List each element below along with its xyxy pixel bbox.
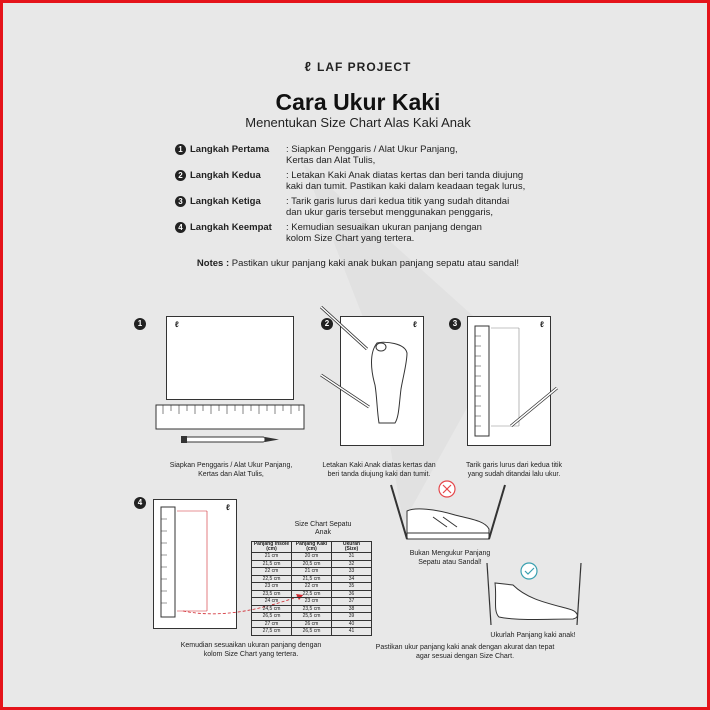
l-mark-icon: ℓ — [413, 320, 417, 329]
size-chart-header: Panjang Kaki (cm) — [292, 542, 332, 553]
size-chart-cell: 24 cm — [252, 598, 292, 606]
panel-number: 1 — [134, 318, 146, 330]
size-chart-row — [252, 568, 372, 576]
foot-measurement-illustration — [477, 559, 593, 631]
step-text: : Letakan Kaki Anak diatas kertas dan beri tanda diujung kaki dan tumit. Pastikan kaki dalam keadaan tegak lurus, — [286, 170, 526, 192]
panel-number: 2 — [321, 318, 333, 330]
page-subtitle: Menentukan Size Chart Alas Kaki Anak — [245, 115, 471, 130]
size-chart-row — [252, 560, 372, 568]
panel-caption: Kemudian sesuaikan ukuran panjang dengan kolom Size Chart yang tertera. — [180, 642, 322, 658]
size-chart-header: Ukuran (Size) — [332, 542, 372, 553]
bottom-caption: Pastikan ukur panjang kaki anak dengan akurat dan tepat agar sesuai dengan Size Chart. — [375, 644, 555, 660]
brand-logo — [3, 59, 710, 74]
size-chart-cell: 27 cm — [252, 620, 292, 628]
size-chart-row — [252, 628, 372, 636]
panel-caption: Siapkan Penggaris / Alat Ukur Panjang, Kertas dan Alat Tulis, — [169, 462, 293, 478]
l-mark-icon: ℓ — [175, 320, 179, 329]
size-chart-cell: 36 — [332, 590, 372, 598]
size-chart-cell: 22 cm — [252, 568, 292, 576]
size-chart-cell: 25,5 cm — [292, 613, 332, 621]
wrong-caption: Bukan Mengukur Panjang Sepatu atau Sandal! — [409, 550, 491, 566]
panel-number: 4 — [134, 497, 146, 509]
size-chart-row — [252, 620, 372, 628]
brand-name: LAF PROJECT — [317, 60, 412, 74]
size-chart-row — [252, 598, 372, 606]
notes-label: Notes : — [196, 258, 230, 269]
size-chart-cell: 41 — [332, 628, 372, 636]
panel-caption: Letakan Kaki Anak diatas kertas dan beri tanda diujung kaki dan tumit. — [322, 462, 436, 478]
size-chart-cell: 35 — [332, 583, 372, 591]
right-caption: Ukurlah Panjang kaki anak! — [490, 632, 576, 639]
size-chart-row — [252, 583, 372, 591]
step-3 — [175, 196, 566, 218]
l-mark-icon: ℓ — [540, 320, 544, 329]
size-chart-cell: 39 — [332, 613, 372, 621]
size-chart-cell: 23 cm — [292, 598, 332, 606]
size-chart-row — [252, 553, 372, 561]
step-number: 3 — [175, 196, 186, 207]
size-chart-cell: 26,5 cm — [292, 628, 332, 636]
notes-text: Pastikan ukur panjang kaki anak bukan panjang sepatu atau sandal! — [231, 258, 520, 269]
step-label: Langkah Ketiga — [190, 196, 261, 207]
size-chart-cell: 21,5 cm — [292, 575, 332, 583]
size-chart-cell: 40 — [332, 620, 372, 628]
size-chart-cell: 21 cm — [292, 568, 332, 576]
size-chart-cell: 26,5 cm — [252, 613, 292, 621]
paper-sheet — [166, 316, 294, 400]
l-mark-icon: ℓ — [226, 503, 230, 512]
step-number: 4 — [175, 222, 186, 233]
step-label: Langkah Kedua — [190, 170, 261, 181]
step-label: Langkah Pertama — [190, 144, 270, 155]
size-chart-title: Size Chart Sepatu Anak — [294, 521, 352, 536]
size-chart-cell: 23,5 cm — [292, 605, 332, 613]
step-text: : Siapkan Penggaris / Alat Ukur Panjang, Kertas dan Alat Tulis, — [286, 144, 458, 166]
size-chart-cell: 37 — [332, 598, 372, 606]
step-1 — [175, 144, 566, 166]
size-chart-cell: 20 cm — [292, 553, 332, 561]
size-chart-row — [252, 575, 372, 583]
size-chart-cell: 22 cm — [292, 583, 332, 591]
size-chart-cell: 20,5 cm — [292, 560, 332, 568]
check-icon — [521, 563, 537, 579]
size-chart-cell: 23 cm — [252, 583, 292, 591]
size-chart-row — [252, 605, 372, 613]
panel-caption: Tarik garis lurus dari kedua titik yang sudah ditandai lalu ukur. — [465, 462, 563, 478]
size-chart-cell: 33 — [332, 568, 372, 576]
size-chart-cell: 23,5 cm — [252, 590, 292, 598]
size-chart-cell: 27,5 cm — [252, 628, 292, 636]
ruler-measuring-illustration — [467, 316, 567, 446]
page-title: Cara Ukur Kaki — [275, 89, 441, 115]
size-chart-cell: 24,5 cm — [252, 605, 292, 613]
size-chart-cell: 21,5 cm — [252, 560, 292, 568]
panel-number: 3 — [449, 318, 461, 330]
shoe-measurement-illustration — [385, 477, 511, 549]
ruler-and-pen-illustration — [155, 404, 305, 452]
step-number: 1 — [175, 144, 186, 155]
size-chart-cell: 34 — [332, 575, 372, 583]
step-label: Langkah Keempat — [190, 222, 272, 233]
size-chart-table — [251, 541, 372, 636]
size-chart-header: Panjang Insole (cm) — [252, 542, 292, 553]
step-number: 2 — [175, 170, 186, 181]
size-chart-header-row — [252, 542, 372, 553]
size-chart-cell: 22,5 cm — [292, 590, 332, 598]
step-text: : Tarik garis lurus dari kedua titik yang sudah ditandai dan ukur garis tersebut menggunakan penggaris, — [286, 196, 510, 218]
notes — [3, 258, 710, 269]
size-chart-cell: 31 — [332, 553, 372, 561]
step-text: : Kemudian sesuaikan ukuran panjang dengan kolom Size Chart yang tertera. — [286, 222, 482, 244]
size-chart-cell: 26 cm — [292, 620, 332, 628]
size-chart-row — [252, 590, 372, 598]
size-chart-cell: 21 cm — [252, 553, 292, 561]
size-chart-row — [252, 613, 372, 621]
size-chart-cell: 38 — [332, 605, 372, 613]
foot-on-paper-illustration — [315, 301, 425, 451]
size-chart-cell: 32 — [332, 560, 372, 568]
step-4 — [175, 222, 566, 244]
size-chart-cell: 22,5 cm — [252, 575, 292, 583]
l-mark-icon: ℓ — [304, 59, 312, 74]
step-2 — [175, 170, 566, 192]
